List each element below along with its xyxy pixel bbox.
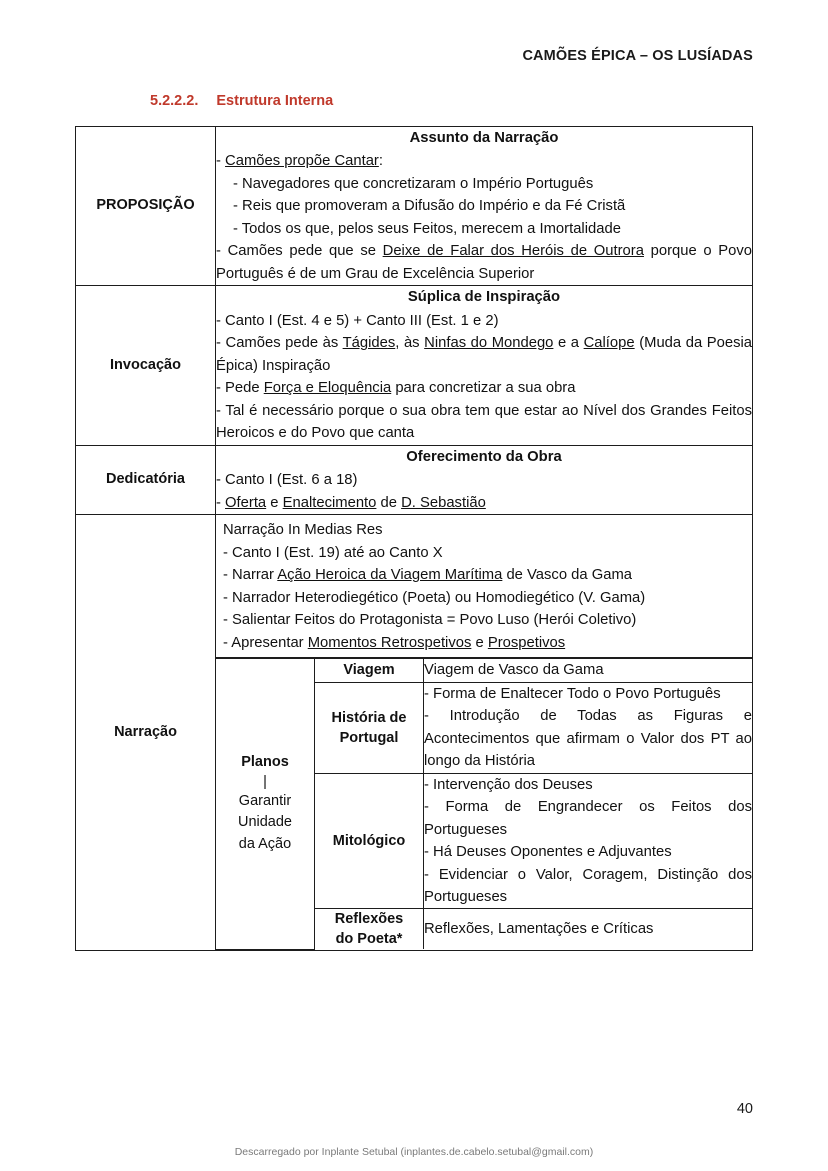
section-heading	[150, 93, 333, 109]
narracao-intro-block	[216, 515, 752, 658]
content-line: - Reis que promoveram a Difusão do Império e da Fé Cristã	[233, 198, 626, 215]
running-header: CAMÕES ÉPICA – OS LUSÍADAS	[522, 48, 753, 64]
label-line: Reflexões	[334, 911, 404, 928]
cell-title: Assunto da Narração	[409, 130, 559, 146]
cell-title	[223, 519, 746, 541]
row-label-dedicatoria: Dedicatória	[76, 445, 216, 514]
table-row	[76, 515, 753, 951]
content-line: - Forma de Enaltecer Todo o Povo Português	[424, 685, 721, 702]
page-number: 40	[736, 1101, 753, 1117]
label-line: História de	[331, 709, 407, 726]
row-label-proposicao: PROPOSIÇÃO	[76, 127, 216, 286]
planos-item-label-historia	[315, 682, 424, 773]
content-line: - Navegadores que concretizaram o Império Português	[233, 175, 594, 192]
row-content-dedicatoria	[216, 445, 753, 514]
planos-item-label-viagem	[315, 659, 424, 682]
table-row	[76, 286, 753, 445]
planos-caption-line-1: Garantir	[238, 792, 292, 809]
row-label-narracao: Narração	[76, 515, 216, 951]
planos-item-label-reflexoes	[315, 909, 424, 950]
planos-table	[216, 658, 752, 950]
planos-label-cell	[216, 659, 315, 950]
row-content-proposicao	[216, 127, 753, 286]
row-content-narracao	[216, 515, 753, 951]
row-label-invocacao: Invocação	[76, 286, 216, 445]
planos-heading: Planos	[241, 754, 289, 771]
planos-row-viagem	[216, 659, 752, 682]
label-line: Portugal	[339, 729, 399, 746]
planos-caption-line-2: Unidade	[237, 814, 292, 831]
section-number: 5.2.2.2.	[150, 93, 199, 109]
label-line: do Poeta*	[335, 931, 403, 948]
cell-title-plain: Narração	[223, 522, 284, 539]
content-line: - Apresentar Momentos Retrospetivos e Prospetivos	[223, 634, 566, 651]
label-line: Mitológico	[332, 833, 406, 850]
planos-item-content-historia	[424, 682, 753, 773]
content-line: - Evidenciar o Valor, Coragem, Distinção dos Portugueses	[424, 866, 752, 905]
cell-title: Súplica de Inspiração	[407, 289, 561, 306]
content-line: - Oferta e Enaltecimento de D. Sebastião	[216, 494, 486, 511]
content-line: - Canto I (Est. 19) até ao Canto X	[223, 544, 443, 561]
planos-item-content-reflexoes	[424, 909, 753, 950]
planos-bar: |	[263, 773, 267, 790]
content-line: - Todos os que, pelos seus Feitos, merecem a Imortalidade	[233, 220, 621, 237]
content-line: Viagem de Vasco da Gama	[424, 662, 604, 679]
content-line: - Introdução de Todas as Figuras e Acontecimentos que afirmam o Valor dos PT ao longo da História	[424, 708, 752, 770]
planos-item-content-mitologico	[424, 773, 753, 909]
content-line: - Intervenção dos Deuses	[424, 776, 593, 793]
planos-item-label-mitologico	[315, 773, 424, 909]
content-line: - Camões pede que se Deixe de Falar dos Heróis de Outrora porque o Povo Português é de um Grau de Excelência Superior	[216, 243, 752, 282]
planos-caption-line-3: da Ação	[238, 836, 292, 853]
content-line: - Tal é necessário porque o sua obra tem que estar ao Nível dos Grandes Feitos Heroicos e do Povo que canta	[216, 402, 752, 442]
content-line: - Pede Força e Eloquência para concretizar a sua obra	[216, 380, 576, 397]
content-line: Reflexões, Lamentações e Críticas	[424, 921, 654, 938]
planos-item-content-viagem	[424, 659, 753, 682]
content-line: - Camões propõe Cantar:	[216, 153, 383, 170]
cell-title-italic: In Medias Res	[287, 522, 383, 539]
download-note: Descarregado por Inplante Setubal (inplantes.de.cabelo.setubal@gmail.com)	[234, 1146, 594, 1158]
content-line: - Narrar Ação Heroica da Viagem Marítima de Vasco da Gama	[223, 567, 633, 584]
structure-table	[75, 126, 753, 951]
row-content-invocacao	[216, 286, 753, 445]
table-row	[76, 445, 753, 514]
content-line: - Salientar Feitos do Protagonista = Povo Luso (Herói Coletivo)	[223, 612, 637, 629]
content-line: - Narrador Heterodiegético (Poeta) ou Homodiegético (V. Gama)	[223, 589, 646, 606]
content-line: - Há Deuses Oponentes e Adjuvantes	[424, 844, 672, 861]
content-line: - Canto I (Est. 6 a 18)	[216, 472, 358, 489]
cell-title: Oferecimento da Obra	[406, 448, 562, 465]
label-line: Viagem	[343, 662, 395, 679]
table-row	[76, 127, 753, 286]
content-line: - Camões pede às Tágides, às Ninfas do Mondego e a Calíope (Muda da Poesia Épica) Inspiração	[216, 335, 752, 374]
content-line: - Canto I (Est. 4 e 5) + Canto III (Est. 1 e 2)	[216, 312, 499, 329]
section-title: Estrutura Interna	[216, 93, 334, 109]
content-line: - Forma de Engrandecer os Feitos dos Portugueses	[424, 799, 752, 838]
